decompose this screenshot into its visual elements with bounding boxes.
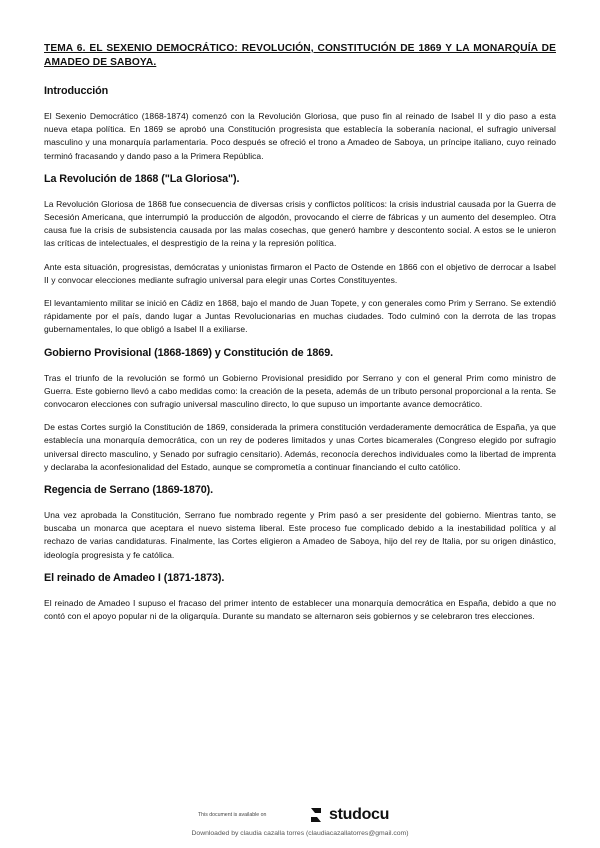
studocu-logo-link[interactable] xyxy=(306,805,389,825)
section-gobierno-provisional xyxy=(44,347,556,474)
paragraph: Tras el triunfo de la revolución se formó un Gobierno Provisional presidido por Serrano y con el general Prim como ministro de Guerra. Este gobierno llevó a cabo medidas como: la creación de la peseta, además de un tributo personal proporcional a la renta. Se convocaron elecciones con sufragio universal masculino directo, lo que supuso un importante avance democrático. xyxy=(44,372,556,410)
section-reinado-amadeo xyxy=(44,572,556,623)
section-heading: Introducción xyxy=(44,85,109,97)
section-introduccion xyxy=(44,85,556,163)
studocu-brand-text: studocu xyxy=(329,806,390,823)
section-regencia-serrano xyxy=(44,484,556,562)
paragraph: El Sexenio Democrático (1868-1874) comenzó con la Revolución Gloriosa, que puso fin al reinado de Isabel II y dio paso a esta nueva etapa política. En 1869 se aprobó una Constitución progresista que establecía la soberanía nacional, el sufragio universal masculino y una monarquía parlamentaria. Poco después se ofreció el trono a Amadeo de Saboya, un príncipe italiano, cuyo reinado terminó fracasando y dando paso a la Primera República. xyxy=(44,111,556,161)
downloaded-by-text: Downloaded by claudia cazalla torres (claudiacazallatorres@gmail.com) xyxy=(191,830,409,837)
paragraph: Una vez aprobada la Constitución, Serrano fue nombrado regente y Prim pasó a ser presidente del gobierno. Mientras tanto, se buscaba un monarca que aceptara el nuevo sistema liberal. Este proceso fue complicado debido a la inestabilidad política y al rechazo de varias candidaturas. Finalmente, las Cortes eligieron a Amadeo de Saboya, hijo del rey de Italia, por su origen dinástico, ideología progresista y fe católica. xyxy=(44,510,556,560)
document-page xyxy=(44,42,556,633)
paragraph: De estas Cortes surgió la Constitución de 1869, considerada la primera constitución verdaderamente democrática de España, ya que establecía una monarquía democrática, con un rey de poderes limitados y unas Cortes bicamerales (Congreso elegido por sufragio universal directo masculino, y Senado por sufragio censitario). Además, reconocía derechos individuales como la libertad de imprenta y declaraba la aconfesionalidad del Estado, aunque se comprometía a continuar financiando el culto católico. xyxy=(44,422,556,472)
paragraph: El levantamiento militar se inició en Cádiz en 1868, bajo el mando de Juan Topete, y con generales como Prim y Serrano. Se extendió rápidamente por el país, dando lugar a Juntas Revolucionarias en muchas ciudades. Todo culminó con la derrota de las tropas gubernamentales, lo que obligó a Isabel II a exiliarse. xyxy=(44,298,556,335)
document-title: TEMA 6. EL SEXENIO DEMOCRÁTICO: REVOLUCIÓN, CONSTITUCIÓN DE 1869 Y LA MONARQUÍA DE AMADEO DE SABOYA. xyxy=(44,43,556,68)
paragraph: El reinado de Amadeo I supuso el fracaso del primer intento de establecer una monarquía democrática en España, debido a que no contó con el apoyo popular ni de la oligarquía. Durante su mandato se alternaron seis gobiernos y se celebraron tres elecciones. xyxy=(44,597,556,622)
section-heading: Gobierno Provisional (1868-1869) y Constitución de 1869. xyxy=(44,346,334,359)
paragraph: Ante esta situación, progresistas, demócratas y unionistas firmaron el Pacto de Ostende en 1866 con el objetivo de derrocar a Isabel II y convocar elecciones mediante sufragio universal para elegir unas Cortes Constituyentes. xyxy=(44,261,556,285)
studocu-logo-icon xyxy=(306,805,326,825)
section-revolucion-1868 xyxy=(44,173,556,337)
section-heading: Regencia de Serrano (1869-1870). xyxy=(44,484,214,497)
available-on-text: This document is available on xyxy=(198,812,267,818)
paragraph: La Revolución Gloriosa de 1868 fue consecuencia de diversas crisis y conflictos políticos: la crisis industrial causada por la Guerra de Secesión Americana, que interrumpió la producción de algodón, provocando el cierre de fábricas y un aumento del desempleo. Otra causa fue la crisis de subsistencia causada por las malas cosechas, que generó hambre y descontento social. A estos se le unieron las críticas de intelectuales, el desprestigio de la reina y la represión política. xyxy=(44,198,556,249)
section-heading: La Revolución de 1868 ("La Gloriosa"). xyxy=(44,172,240,185)
section-heading: El reinado de Amadeo I (1871-1873). xyxy=(44,571,225,584)
